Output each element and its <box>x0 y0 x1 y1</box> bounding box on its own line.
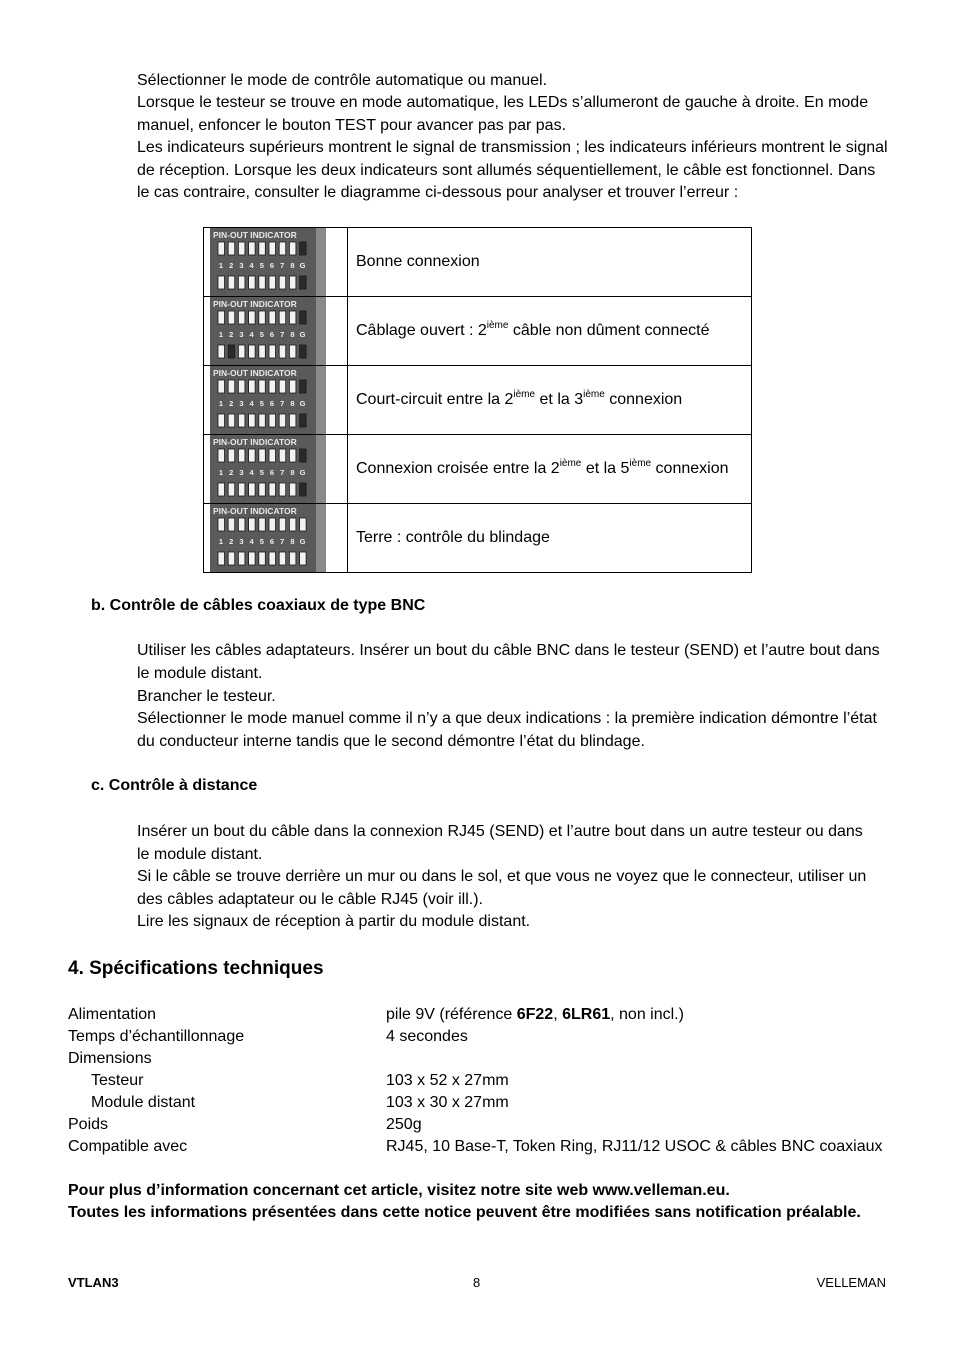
notice-line-1: Pour plus d’information concernant cet article, visitez notre site web www.velleman.eu. <box>68 1182 730 1199</box>
pinout-description-text: câble non dûment connecté <box>508 322 710 339</box>
pin-number-label: 5 <box>259 537 264 546</box>
transmit-led <box>238 311 245 324</box>
transmit-led <box>279 518 286 531</box>
spec-row <box>68 1070 898 1092</box>
spec-row-power <box>68 1004 898 1026</box>
receive-led <box>238 552 245 565</box>
pin-number-label: 6 <box>269 399 275 408</box>
spec-value: 4 secondes <box>386 1028 468 1045</box>
pinout-indicator-icon <box>210 504 326 572</box>
section-c-paragraph-2: Si le câble se trouve derrière un mur ou dans le sol, et que vous ne voyez que le connecteur, utiliser un des câbles adaptateur ou le câble RJ45 (voir ill.). <box>137 868 867 908</box>
transmit-led <box>249 518 256 531</box>
transmit-led <box>300 449 307 462</box>
pin-number-label: 1 <box>218 330 224 339</box>
pinout-description-text: Câblage ouvert : 2 <box>356 322 487 339</box>
spec-value-text: , <box>553 1006 563 1023</box>
pin-number-label: 7 <box>280 537 285 546</box>
intro-line-1: Sélectionner le mode de contrôle automatique ou manuel. <box>137 72 548 89</box>
receive-led <box>279 414 286 427</box>
receive-led <box>259 276 266 289</box>
ordinal-suffix: ième <box>513 389 536 400</box>
footer-brand: VELLEMAN <box>816 1275 886 1290</box>
pin-number-label: 2 <box>229 537 234 546</box>
receive-led <box>259 483 266 496</box>
pinout-description-text: et la 5 <box>581 460 630 477</box>
ordinal-suffix: ième <box>629 458 652 469</box>
ordinal-suffix: ième <box>486 320 509 331</box>
indicator-panel-label: PIN-OUT INDICATOR <box>213 368 297 378</box>
indicator-panel-edge <box>316 297 326 365</box>
spec-label: Temps d’échantillonnage <box>68 1028 245 1045</box>
receive-led <box>228 276 235 289</box>
pinout-table <box>203 227 752 573</box>
ordinal-suffix: ième <box>583 389 605 400</box>
pinout-indicator-cell <box>204 228 348 297</box>
pin-number-label: 7 <box>280 399 285 408</box>
receive-led <box>218 552 225 565</box>
spec-value-text: pile 9V (référence <box>386 1006 517 1023</box>
pin-number-label: 6 <box>269 537 275 546</box>
spec-row <box>68 1026 898 1048</box>
pin-number-label: 2 <box>229 399 234 408</box>
pinout-description <box>348 228 752 297</box>
transmit-led <box>218 518 225 531</box>
transmit-led <box>289 311 296 324</box>
pin-number-label: 1 <box>218 399 224 408</box>
transmit-led <box>289 449 296 462</box>
section-b-paragraph-3: Sélectionner le mode manuel comme il n’y a que deux indications : la première indication démontre l’état du conducteur interne tandis que le second démontre l’état du blindage. <box>137 710 877 750</box>
pin-number-label: 8 <box>290 330 295 339</box>
pin-number-label: 1 <box>218 468 224 477</box>
intro-paragraph-2: Lorsque le testeur se trouve en mode automatique, les LEDs s’allumeront de gauche à droite. En mode manuel, enfoncer le bouton TEST pour avancer pas par pas. <box>137 94 869 134</box>
pin-number-label: 5 <box>259 330 264 339</box>
pin-number-label: 5 <box>259 399 264 408</box>
transmit-led <box>249 242 256 255</box>
receive-led <box>238 345 245 358</box>
pinout-indicator-icon <box>210 297 326 365</box>
pin-number-label: 2 <box>229 261 234 270</box>
spec-label: Module distant <box>91 1094 196 1111</box>
spec-value: 103 x 52 x 27mm <box>386 1072 509 1089</box>
pin-number-label: 6 <box>269 261 275 270</box>
pinout-indicator-cell <box>204 504 348 573</box>
transmit-led <box>279 311 286 324</box>
transmit-led <box>238 449 245 462</box>
transmit-led <box>269 380 276 393</box>
pin-number-label: 3 <box>239 468 244 477</box>
pinout-description-text: Bonne connexion <box>356 253 480 270</box>
specs-heading: 4. Spécifications techniques <box>68 958 324 979</box>
indicator-panel-edge <box>316 435 326 503</box>
transmit-led <box>249 449 256 462</box>
transmit-led <box>218 311 225 324</box>
transmit-led <box>300 380 307 393</box>
transmit-led <box>228 449 235 462</box>
receive-led <box>249 414 256 427</box>
transmit-led <box>218 449 225 462</box>
pin-number-label: 5 <box>259 468 264 477</box>
spec-label: Poids <box>68 1116 109 1133</box>
pinout-description <box>348 297 752 366</box>
receive-led <box>289 552 296 565</box>
pin-number-label: 2 <box>229 330 234 339</box>
pinout-row <box>204 435 752 504</box>
pinout-description-text: Court-circuit entre la 2 <box>356 391 514 408</box>
pinout-description-text: connexion <box>604 391 683 408</box>
spec-value-text: , non incl.) <box>610 1006 684 1023</box>
transmit-led <box>259 242 266 255</box>
pinout-indicator-cell <box>204 366 348 435</box>
spec-value <box>386 1004 684 1026</box>
receive-led <box>218 414 225 427</box>
pinout-description-text: et la 3 <box>535 391 584 408</box>
transmit-led <box>228 311 235 324</box>
footer-model: VTLAN3 <box>68 1275 119 1290</box>
transmit-led <box>218 380 225 393</box>
ordinal-suffix: ième <box>559 458 582 469</box>
receive-led <box>269 276 276 289</box>
transmit-led <box>259 311 266 324</box>
pin-number-label: 3 <box>239 399 244 408</box>
transmit-led <box>279 380 286 393</box>
receive-led <box>259 345 266 358</box>
transmit-led <box>279 449 286 462</box>
spec-row <box>68 1048 898 1070</box>
receive-led <box>238 414 245 427</box>
indicator-panel-edge <box>316 228 326 296</box>
pin-number-label: 1 <box>218 537 224 546</box>
pin-number-label: 2 <box>229 468 234 477</box>
pinout-row <box>204 297 752 366</box>
transmit-led <box>238 518 245 531</box>
indicator-panel-label: PIN-OUT INDICATOR <box>213 437 297 447</box>
pin-number-label: 5 <box>259 261 264 270</box>
pinout-description-text: connexion <box>651 460 729 477</box>
transmit-led <box>269 518 276 531</box>
pin-number-label: 4 <box>249 399 254 408</box>
pinout-description-text: Terre : contrôle du blindage <box>356 529 550 546</box>
pin-number-label: 8 <box>290 537 295 546</box>
transmit-led <box>238 380 245 393</box>
pinout-indicator-icon <box>210 435 326 503</box>
receive-led <box>238 483 245 496</box>
spec-value: 103 x 30 x 27mm <box>386 1094 509 1111</box>
section-b-heading: b. Contrôle de câbles coaxiaux de type BNC <box>91 597 426 614</box>
receive-led <box>218 276 225 289</box>
receive-led <box>228 345 235 358</box>
indicator-panel-label: PIN-OUT INDICATOR <box>213 506 297 516</box>
pin-number-label: 7 <box>280 261 285 270</box>
pin-number-label: 8 <box>290 468 295 477</box>
transmit-led <box>300 311 307 324</box>
pin-number-label: 7 <box>280 468 285 477</box>
pin-number-label: 3 <box>239 537 244 546</box>
pinout-indicator-cell <box>204 297 348 366</box>
transmit-led <box>238 242 245 255</box>
spec-value-bold: 6LR61 <box>562 1006 611 1023</box>
section-b-paragraph-1: Utiliser les câbles adaptateurs. Insérer un bout du câble BNC dans le testeur (SEND) et l’autre bout dans le module distant. <box>137 642 880 682</box>
pinout-row <box>204 504 752 573</box>
spec-row <box>68 1114 898 1136</box>
receive-led <box>269 483 276 496</box>
receive-led <box>289 483 296 496</box>
spec-row <box>68 1092 898 1114</box>
transmit-led <box>269 242 276 255</box>
transmit-led <box>300 242 307 255</box>
transmit-led <box>289 242 296 255</box>
receive-led <box>289 276 296 289</box>
receive-led <box>289 345 296 358</box>
transmit-led <box>259 380 266 393</box>
section-b-paragraph-2: Brancher le testeur. <box>137 688 276 705</box>
spec-value: 250g <box>386 1116 422 1133</box>
receive-led <box>289 414 296 427</box>
transmit-led <box>269 449 276 462</box>
receive-led <box>218 345 225 358</box>
notice-line-2: Toutes les informations présentées dans cette notice peuvent être modifiées sans notification préalable. <box>68 1204 861 1221</box>
receive-led <box>259 552 266 565</box>
section-c-heading: c. Contrôle à distance <box>91 777 258 794</box>
receive-led <box>249 345 256 358</box>
receive-led <box>259 414 266 427</box>
spec-label: Compatible avec <box>68 1138 188 1155</box>
pin-number-label: G <box>299 537 306 546</box>
pin-number-label: G <box>299 330 306 339</box>
receive-led <box>300 552 307 565</box>
receive-led <box>279 276 286 289</box>
intro-paragraph-3: Les indicateurs supérieurs montrent le signal de transmission ; les indicateurs inférieurs montrent le signal de réception. Lorsque les deux indicateurs sont allumés séquentiellement, le câble est fonctionnel. Dans le cas contraire, consulter le diagramme ci-dessous pour analyser et trouver l’erreur : <box>137 139 888 201</box>
pin-number-label: 4 <box>249 261 254 270</box>
transmit-led <box>300 518 307 531</box>
receive-led <box>249 483 256 496</box>
pinout-row <box>204 366 752 435</box>
pin-number-label: 4 <box>249 537 254 546</box>
receive-led <box>228 483 235 496</box>
transmit-led <box>228 380 235 393</box>
transmit-led <box>279 242 286 255</box>
pin-number-label: 8 <box>290 261 295 270</box>
transmit-led <box>249 311 256 324</box>
indicator-panel-label: PIN-OUT INDICATOR <box>213 299 297 309</box>
pinout-indicator-icon <box>210 366 326 434</box>
transmit-led <box>218 242 225 255</box>
receive-led <box>300 276 307 289</box>
pinout-description <box>348 504 752 573</box>
pinout-description <box>348 366 752 435</box>
receive-led <box>269 414 276 427</box>
pinout-row <box>204 228 752 297</box>
pin-number-label: 1 <box>218 261 224 270</box>
transmit-led <box>228 242 235 255</box>
receive-led <box>228 552 235 565</box>
receive-led <box>269 552 276 565</box>
pin-number-label: 4 <box>249 468 254 477</box>
pin-number-label: 3 <box>239 330 244 339</box>
pin-number-label: 6 <box>269 468 275 477</box>
spec-label: Alimentation <box>68 1006 157 1023</box>
receive-led <box>279 552 286 565</box>
section-c-paragraph-3: Lire les signaux de réception à partir du module distant. <box>137 913 531 930</box>
transmit-led <box>259 449 266 462</box>
section-c-paragraph-1: Insérer un bout du câble dans la connexion RJ45 (SEND) et l’autre bout dans un autre testeur ou dans le module distant. <box>137 823 863 863</box>
receive-led <box>228 414 235 427</box>
receive-led <box>300 414 307 427</box>
receive-led <box>300 345 307 358</box>
spec-row <box>68 1136 898 1158</box>
pin-number-label: G <box>299 399 306 408</box>
receive-led <box>249 276 256 289</box>
receive-led <box>269 345 276 358</box>
transmit-led <box>269 311 276 324</box>
receive-led <box>300 483 307 496</box>
transmit-led <box>228 518 235 531</box>
footer-page-number: 8 <box>473 1275 481 1290</box>
indicator-panel-label: PIN-OUT INDICATOR <box>213 230 297 240</box>
receive-led <box>249 552 256 565</box>
pinout-description-text: Connexion croisée entre la 2 <box>356 460 560 477</box>
pinout-indicator-cell <box>204 435 348 504</box>
transmit-led <box>259 518 266 531</box>
indicator-panel-edge <box>316 504 326 572</box>
spec-label: Testeur <box>91 1072 144 1089</box>
transmit-led <box>289 380 296 393</box>
pin-number-label: 4 <box>249 330 254 339</box>
pin-number-label: 3 <box>239 261 244 270</box>
pin-number-label: G <box>299 261 306 270</box>
receive-led <box>218 483 225 496</box>
transmit-led <box>289 518 296 531</box>
pin-number-label: 8 <box>290 399 295 408</box>
transmit-led <box>249 380 256 393</box>
spec-value-bold: 6F22 <box>516 1006 554 1023</box>
receive-led <box>238 276 245 289</box>
pinout-indicator-icon <box>210 228 326 296</box>
receive-led <box>279 345 286 358</box>
receive-led <box>279 483 286 496</box>
indicator-panel-edge <box>316 366 326 434</box>
pin-number-label: 7 <box>280 330 285 339</box>
pinout-description <box>348 435 752 504</box>
pin-number-label: G <box>299 468 306 477</box>
pin-number-label: 6 <box>269 330 275 339</box>
spec-value: RJ45, 10 Base-T, Token Ring, RJ11/12 USOC & câbles BNC coaxiaux <box>386 1138 883 1155</box>
spec-label: Dimensions <box>68 1050 152 1067</box>
